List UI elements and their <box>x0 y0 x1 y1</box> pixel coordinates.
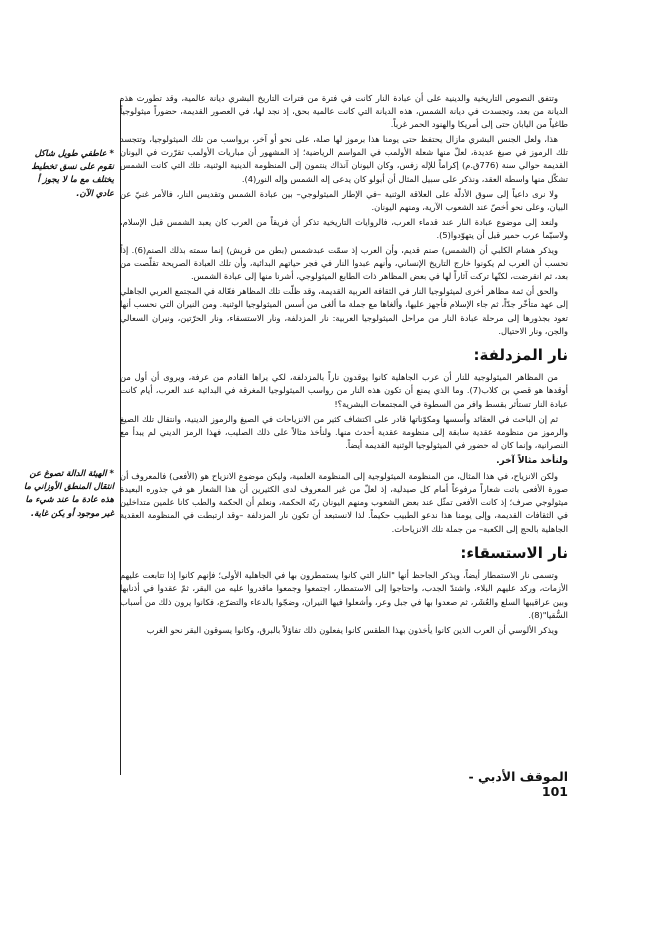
paragraph: والحق أن ثمة مظاهر أخرى لميثولوجيا النار في الثقافة العربية القديمة، وقد ظلّت تلك المظاهر فعّالة في المجتمع العربي الجاهلي إلى عهد متأخّر جدّاً، ثم جاء الإسلام فأجهز عليها، وألغاها مع جملة ما ألغى من أسس الميثولوجيا الوثنية. ومن النيران التي نحسب أنها تعود بجذورها إلى مرحلة عبادة النار من مراحل الميثولوجيا العربية: نار المزدلفة، ونار الاستسقاء، ونار الحرّتين، ونيران السعالي والجن، ونار الاحتيال. <box>120 286 568 336</box>
paragraph: من المظاهر الميثولوجية للنار أن عرب الجاهلية كانوا يوقدون ناراً بالمزدلفة، لكي يراها القادم من عرفة، ويروى أن أول من أوقدها هو قصي بن كلاب(7). وما الذي يمنع أن تكون هذه النار من رواسب الميثولوجيا المغرقة في البدائية عند العرب، أيام كانت عبادة النار تستأثر بقسط وافر من السطوة في المجتمعات البشرية؟! <box>120 372 568 409</box>
paragraph: ويذكر هشام الكلبي أن (الشمس) صنم قديم، وأن العرب إذ سمّت عبدشمس (بطن من قريش) إنما سمته بذلك الصنم(6). إذاً نحسب أن العرب لم يكونوا خارج التاريخ الإنساني، وأنهم عبدوا النار في فجر حياتهم البدائية، وأن تلك العبادة الصريحة تقلّصت من بعد، ثم انقرضت، لكنّها تركت آثاراً لها في بعض المظاهر ذات الطابع الميثولوجي، أشرنا منها إلى عبادة الشمس. <box>120 245 568 282</box>
subheading: ولنأخذ مثالاً آخر. <box>496 455 568 466</box>
margin-note-handwritten: * عاطفي طويل شاكل نقوم على نسق تخطيط يختلف مع ما لا يجوز أ عادي الآن. <box>31 149 114 199</box>
paragraph: هذا، ولعل الجنس البشري مازال يحتفظ حتى يومنا هذا برموز لها صلة، على نحو أو آخر، برواسب من تلك الميثولوجيا، وتتجسد تلك الرموز في صيغ عديدة، لعلّ منها شعلة الأولمب في المواسم الرياضية؛ إذ المشهور أن مباريات الأولمب تقرّرت في اليونان القديمة حوالي سنة (776ق.م) إكراماً للإله زفس، وكان اليونان آنذاك ينتمون إلى المنظومة الدينية الوثنية، تلك التي كانت الشمس تشكّل منها واسطة العقد، ونذكر على سبيل المثال أن أبولو كان يدعى إله الشمس وإله النور(4). <box>120 134 569 184</box>
paragraph: ثم إن الباحث في العقائد وأسسها ومكوّناتها قادر على اكتشاف كثير من الانزياحات في الصيغ والرموز الدينية، وانتقال تلك الصيغ والرموز من منظومة عقدية سابقة إلى منظومة عقدية أحدث منها. ولنأخذ مثالاً على ذلك الصليب، فهذا الرمز الديني لم يبدأ مع النصرانية، وإنما كان له حضور في الميثولوجيا الوثنية القديمة أيضاً. <box>120 413 568 450</box>
paragraph: وتتفق النصوص التاريخية والدينية على أن عبادة النار كانت في فترة من فترات التاريخ البشري ديانة عالمية، وقد تطورت هذه الديانة من بعد، وتجسدت في ديانة الشمس، هذه الديانة التي كانت عالمية بحق، إذ نجد لها، في العصور القديمة، حضوراً ميثولوجياً طاغياً من اليابان حتى إلى أمريكا والهنود الحمر غرباً. <box>120 93 568 130</box>
paragraph: وتسمى نار الاستمطار أيضاً، ويذكر الجاحظ أنها "النار التي كانوا يستمطرون بها في الجاهلية الأولى؛ فإنهم كانوا إذا تتابعت عليهم الأزمات، وركد عليهم البلاء، واشتدّ الجدب، واحتاجوا إلى الاستمطار، اجتمعوا وجمعوا ماقدروا عليه من البقر، ثمّ عقدوا في أذنابها وبين عراقيبها السلع والعُشَر، ثم صعدوا بها في جبل وعر، وأشعلوا فيها النيران، وضجّوا بالدعاء والتضرّع، فكانوا يرون ذلك من أسباب السُّقيا"(8). <box>120 570 568 620</box>
page-footer: الموقف الأدبي - 101 <box>468 769 568 799</box>
paragraph: ولنعد إلى موضوع عبادة النار عند قدماء العرب، فالروايات التاريخية تذكر أن فريقاً من العرب كان يعبد الشمس قبل الإسلام، ولاسيّما عرب حمير قبل أن يتهوّدوا(5). <box>120 216 568 240</box>
paragraph: ويذكر الألوسي أن العرب الذين كانوا يأخذون بهذا الطقس كانوا يفعلون ذلك تفاؤلاً بالبرق، وكانوا يسوقون البقر نحو الغرب <box>146 624 558 635</box>
margin-note-handwritten: * الهيئة الدالة تصوغ عن انتقال المنطق الأوزاني ما هذه عادة ما عند شيء ما غير موجود أو يكن غاية. <box>23 469 114 519</box>
paragraph: ولكن الانزياح، في هذا المثال، من المنظومة الميثولوجية إلى المنظومة العلمية، وليكن موضوع الانزياح هو (الأفعى) فالمعروف أن صورة الأفعى باتت شعاراً مرفوعاً أمام كل صيدلية، إذ لعلّ من غير المعروف لدى الكثيرين أن هذا الشعار هو في جذوره البعيدة ميثولوجي صرف؛ إذ كانت الأفعى تمثّل عند بعض الشعوب ومنهم اليونان ربّة الحكمة، ونعلم أن الحكمة والطب كانا علمين متداخلين في الثقافات القديمة، وإلى يومنا هذا ندعو الطبيب حكيماً. لذا لانستبعد أن تكون نار المزدلفة –وقد ارتبطت في المنظومة العقدية الجاهلية بالحج إلى الكعبة– من جملة تلك الانزياحات. <box>120 471 568 534</box>
article-body <box>120 92 568 639</box>
section-heading: نار الاستسقاء: <box>460 543 568 562</box>
paragraph: ولا نرى داعياً إلى سوق الأدلّة على العلاقة الوثنية –في الإطار الميثولوجي– بين عبادة الشمس وتقديس النار، فالأمر غنيّ عن البيان، وعلى نحو أخصّ عند الشعوب الآرية، ومنهم اليونان. <box>120 188 568 212</box>
section-heading: نار المزدلفة: <box>473 345 568 364</box>
